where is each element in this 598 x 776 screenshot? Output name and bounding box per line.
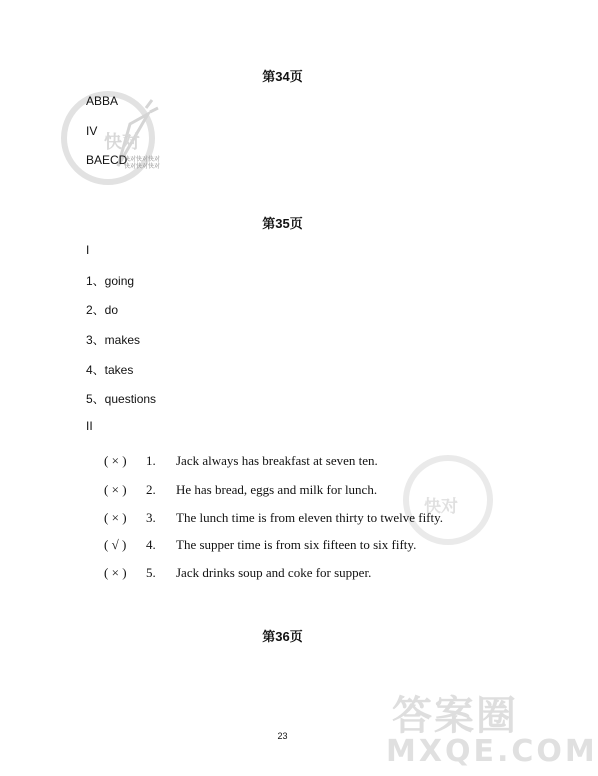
judgement-text: Jack always has breakfast at seven ten. [176,453,378,468]
judgement-text: The lunch time is from eleven thirty to twelve fifty. [176,510,444,525]
judgement-row: ( × ) 5. Jack drinks soup and coke for supper. [104,565,372,580]
judgement-number: 5. [146,565,156,580]
answer-line: BAECD [86,153,128,167]
judgement-number: 4. [146,537,156,552]
judgement-text: He has bread, eggs and milk for lunch. [176,482,378,497]
judgement-row: ( × ) 1. Jack always has breakfast at seven ten. [104,453,378,468]
watermark-small-text: 快对快对快对 [124,157,161,163]
answer-item: 1、going [86,274,135,288]
judgement-mark: × [111,565,119,580]
judgement-mark: × [111,482,119,497]
page-35-heading: 第35页 [262,216,303,231]
answer-item: 2、do [86,303,119,317]
judgement-mark: √ [111,537,119,552]
answer-item: 4、takes [86,363,134,377]
judgement-text: Jack drinks soup and coke for supper. [176,565,372,580]
watermark-small-text: 快对快对快对 [124,164,161,170]
judgement-number: 1. [146,453,156,468]
page-number: 23 [277,731,288,741]
page-34-heading: 第34页 [262,69,303,84]
judgement-row: ( √ ) 4. The supper time is from six fifteen to six fifty. [104,537,417,552]
judgement-row: ( × ) 3. The lunch time is from eleven thirty to twelve fifty. [104,510,444,525]
corner-brand-url: MXQE.COM [386,734,598,769]
answer-item: 3、makes [86,333,141,347]
judgement-row: ( × ) 2. He has bread, eggs and milk for lunch. [104,482,378,497]
judgement-number: 2. [146,482,156,497]
watermark-logo-text: 快对 [104,132,140,153]
answer-line: IV [86,124,98,138]
judgement-number: 3. [146,510,156,525]
judgement-mark: × [111,453,119,468]
part-label: II [86,419,93,433]
watermark-logo-text: 快对 [424,497,458,517]
judgement-text: The supper time is from six fifteen to six fifty. [176,537,417,552]
page-36-heading: 第36页 [262,629,303,644]
judgement-mark: × [111,510,119,525]
answer-line: ABBA [86,94,119,108]
part-label: I [86,243,90,257]
answer-item: 5、questions [86,392,157,406]
corner-brand-watermark: 答案圈 [392,693,518,739]
